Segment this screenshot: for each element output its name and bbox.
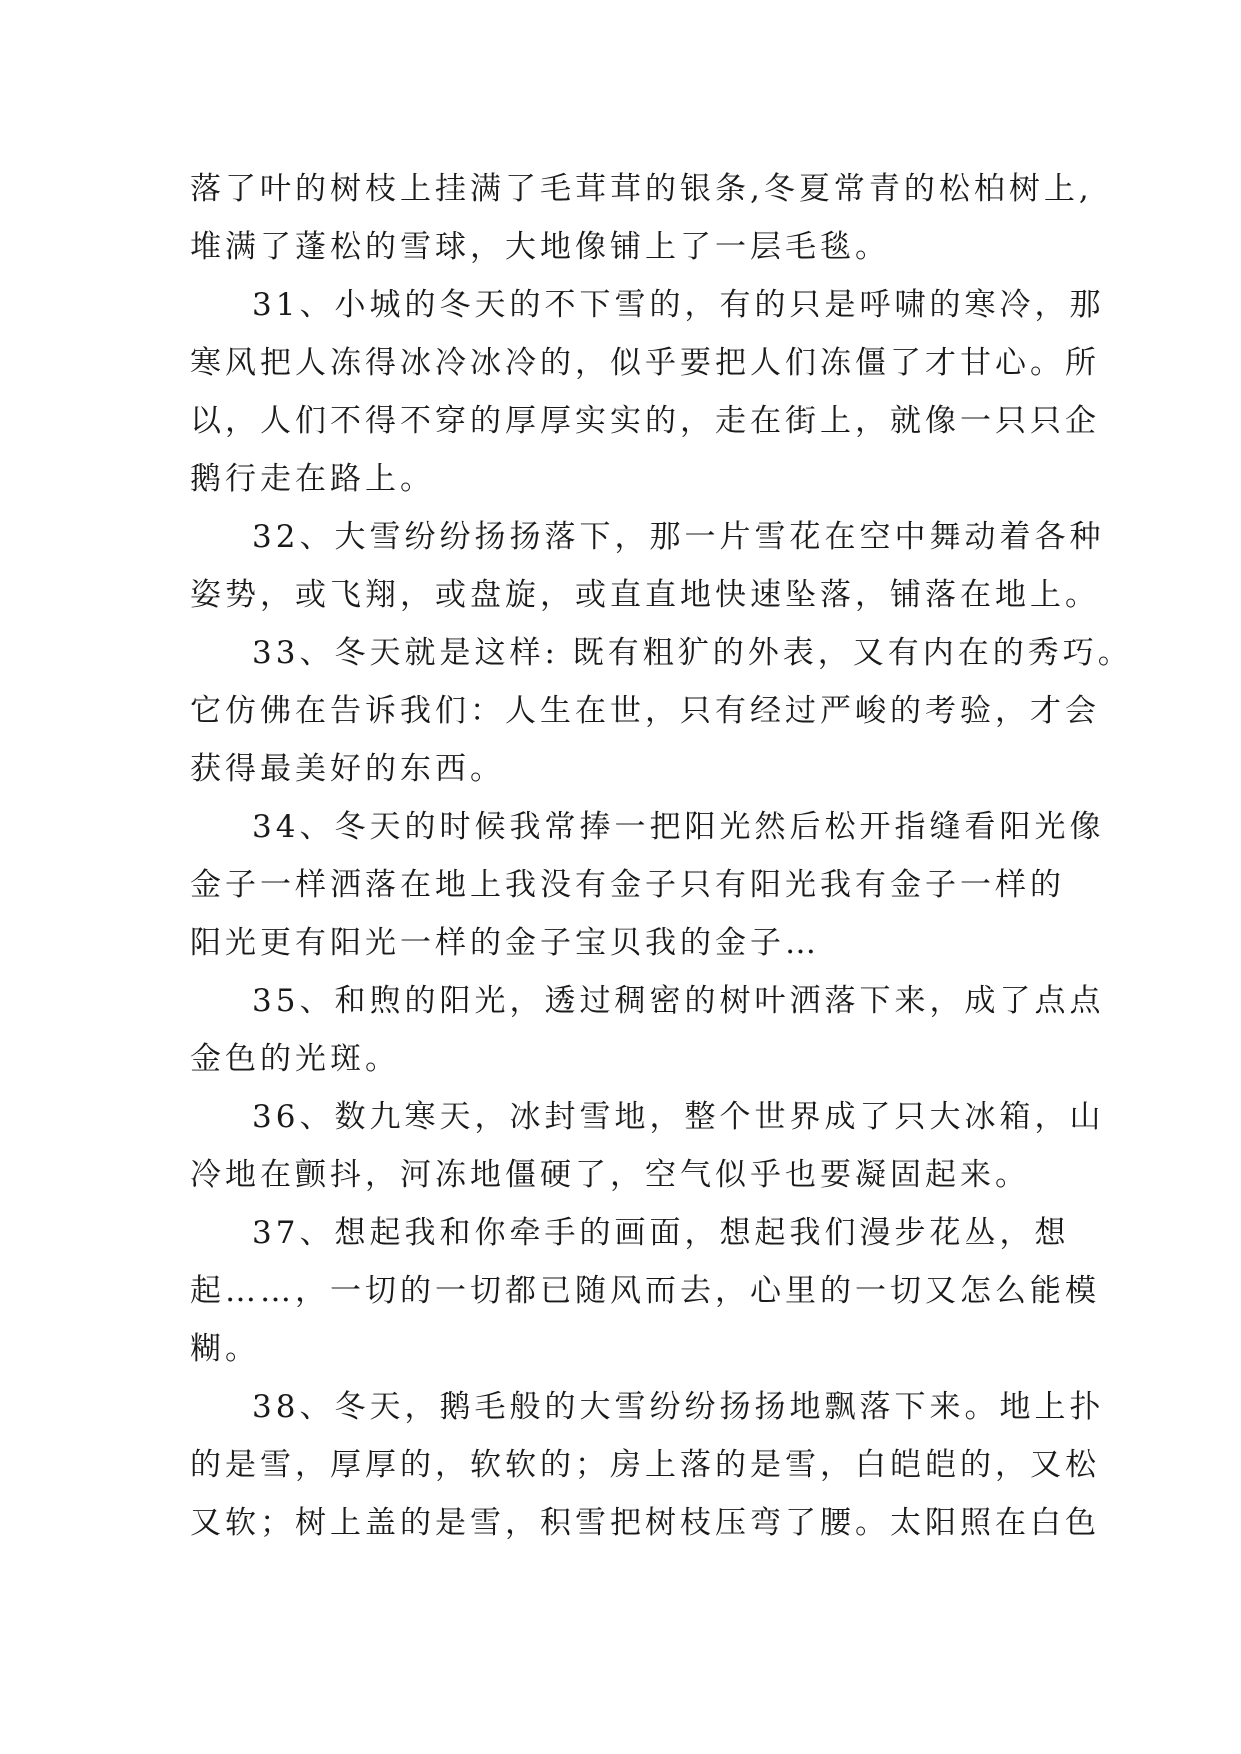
text-line: 堆满了蓬松的雪球，大地像铺上了一层毛毯。 [190,229,890,265]
text-line: 金色的光斑。 [190,1041,400,1077]
text-line: 鹅行走在路上。 [190,461,435,497]
text-line: 38、冬天，鹅毛般的大雪纷纷扬扬地飘落下来。地上扑 [252,1389,1105,1425]
text-line: 33、冬天就是这样: 既有粗犷的外表，又有内在的秀巧。 [252,635,1133,671]
paragraph-intro [190,160,1093,276]
text-line: 又软；树上盖的是雪，积雪把树枝压弯了腰。太阳照在白色 [190,1505,1100,1541]
paragraph-31 [190,276,1105,508]
text-line: 35、和煦的阳光，透过稠密的树叶洒落下来，成了点点 [252,983,1105,1019]
text-line: 落了叶的树枝上挂满了毛茸茸的银条,冬夏常青的松柏树上, [190,171,1093,207]
text-line: 寒风把人冻得冰冷冰冷的，似乎要把人们冻僵了才甘心。所 [190,345,1100,381]
paragraph-36 [190,1088,1105,1204]
paragraph-32 [190,508,1105,624]
paragraph-38 [190,1378,1105,1552]
text-line: 以，人们不得不穿的厚厚实实的，走在街上，就像一只只企 [190,403,1100,439]
text-line: 起……，一切的一切都已随风而去，心里的一切又怎么能模 [190,1273,1100,1309]
document-body [190,160,1133,1552]
text-line: 阳光更有阳光一样的金子宝贝我的金子… [190,925,820,961]
text-line: 获得最美好的东西。 [190,751,505,787]
text-line: 冷地在颤抖，河冻地僵硬了，空气似乎也要凝固起来。 [190,1157,1030,1193]
text-line: 姿势，或飞翔，或盘旋，或直直地快速坠落，铺落在地上。 [190,577,1100,613]
text-line: 36、数九寒天，冰封雪地，整个世界成了只大冰箱，山 [252,1099,1105,1135]
text-line: 它仿佛在告诉我们：人生在世，只有经过严峻的考验，才会 [190,693,1100,729]
text-line: 金子一样洒落在地上我没有金子只有阳光我有金子一样的 [190,867,1065,903]
text-line: 糊。 [190,1331,260,1367]
text-line: 34、冬天的时候我常捧一把阳光然后松开指缝看阳光像 [252,809,1105,845]
text-line: 31、小城的冬天的不下雪的，有的只是呼啸的寒冷，那 [252,287,1105,323]
paragraph-37 [190,1204,1100,1378]
text-line: 32、大雪纷纷扬扬落下，那一片雪花在空中舞动着各种 [252,519,1105,555]
paragraph-34 [190,798,1105,972]
paragraph-35 [190,972,1105,1088]
text-line: 的是雪，厚厚的，软软的；房上落的是雪，白皑皑的，又松 [190,1447,1100,1483]
paragraph-33 [190,624,1133,798]
text-line: 37、想起我和你牵手的画面，想起我们漫步花丛，想 [252,1215,1070,1251]
